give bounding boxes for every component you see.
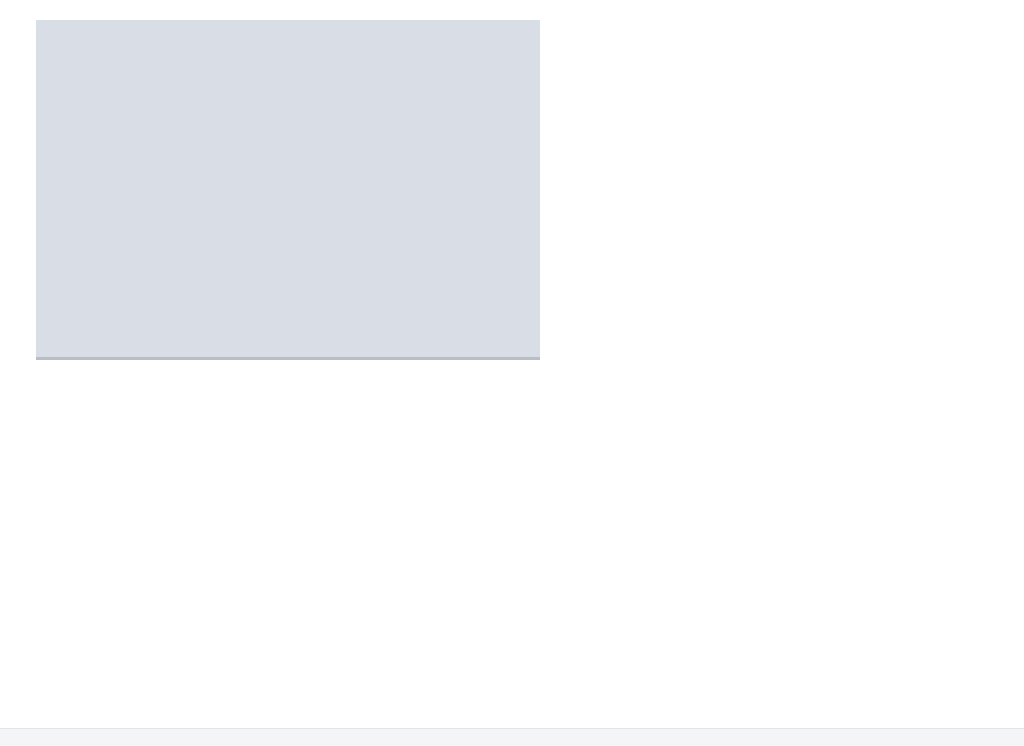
page-footer-bar [0, 728, 1024, 746]
trial-balance-table [36, 20, 540, 360]
totals-row [36, 323, 540, 340]
column-header-row [36, 71, 540, 88]
